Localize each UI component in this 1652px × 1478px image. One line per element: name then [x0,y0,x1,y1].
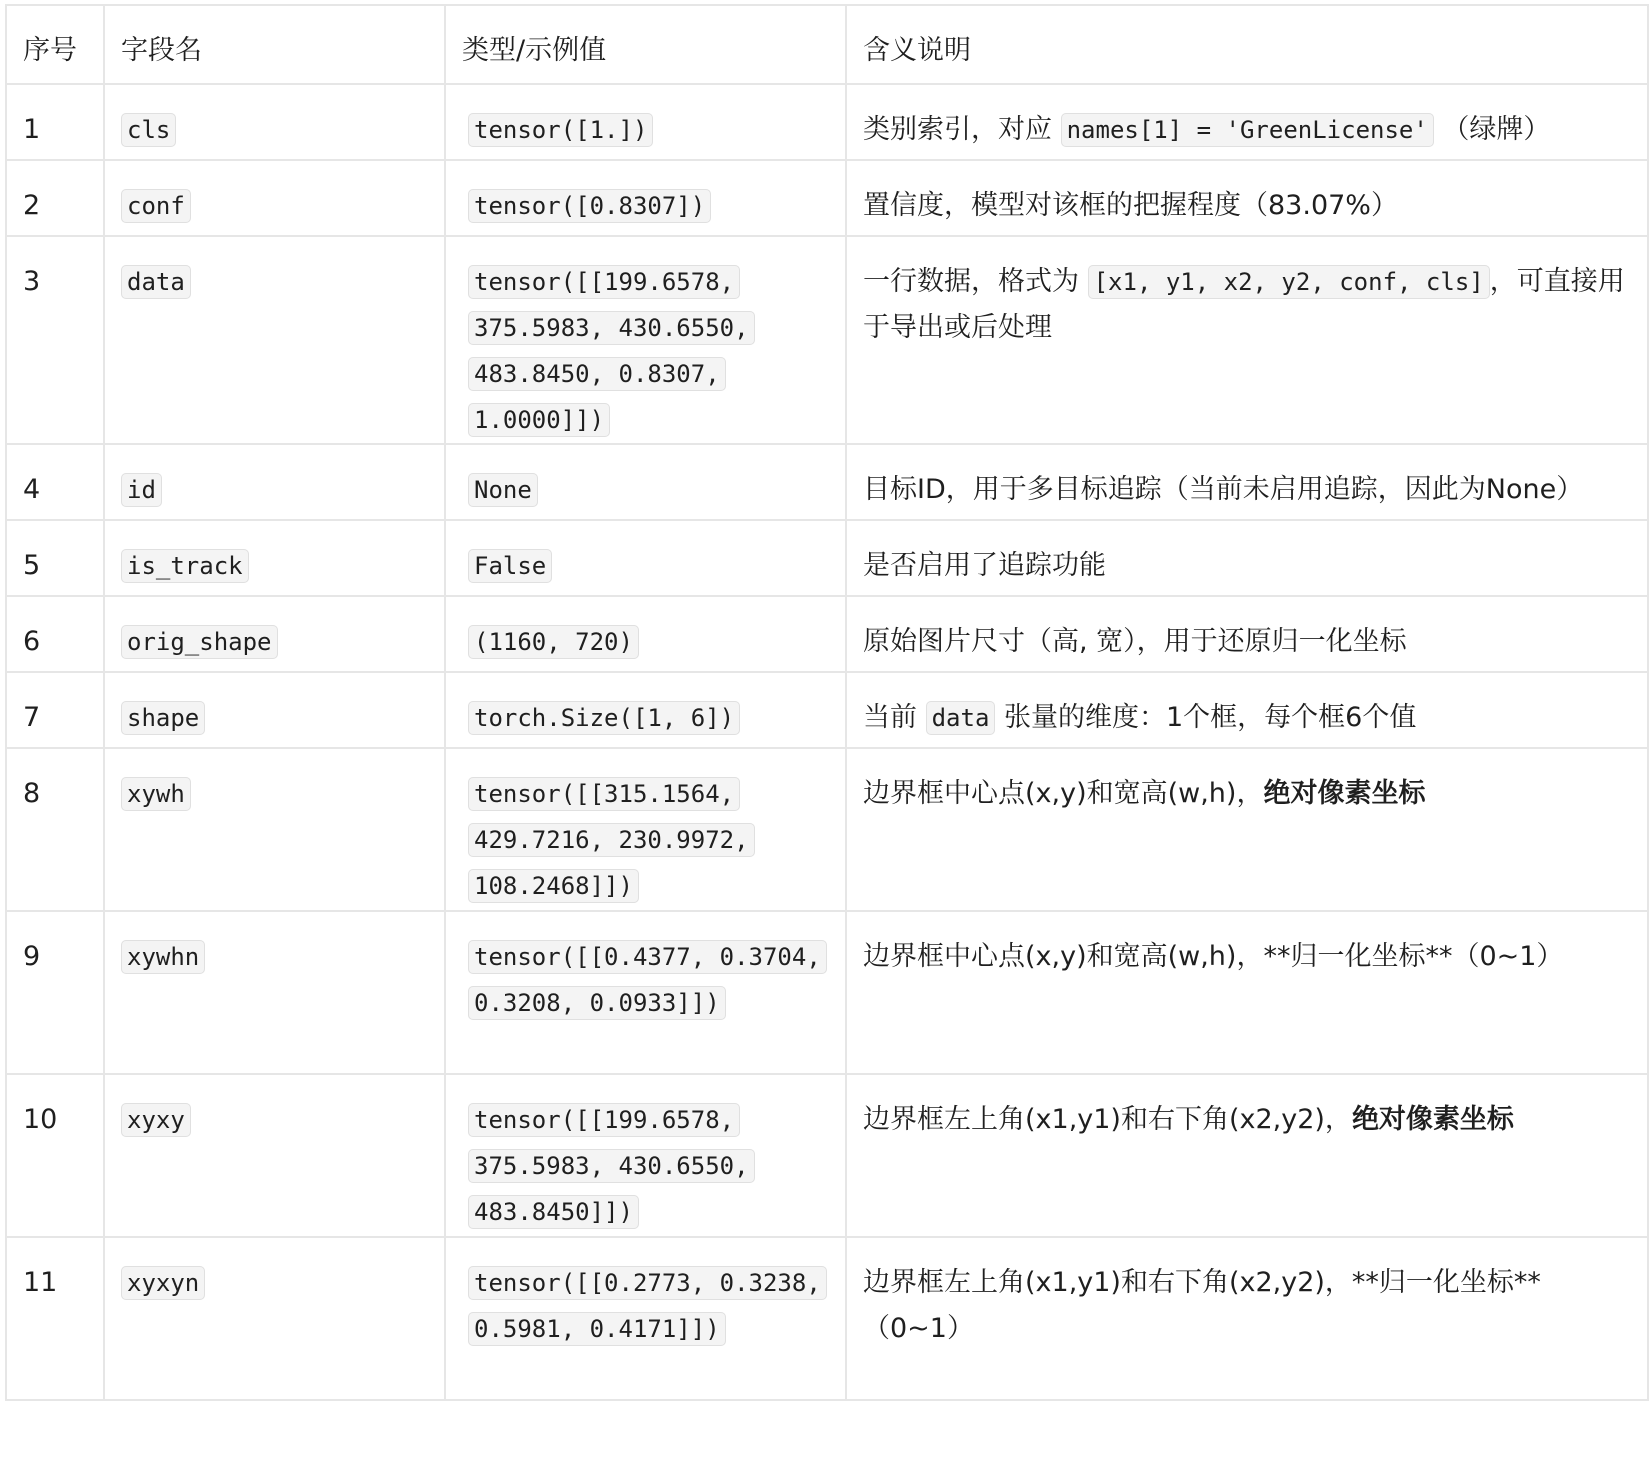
header-index: 序号 [6,5,104,84]
row-index: 7 [6,672,104,748]
description-cell: 置信度，模型对该框的把握程度（83.07%） [846,160,1648,236]
description-cell: 边界框中心点(x,y)和宽高(w,h)，**归一化坐标**（0~1） [846,911,1648,1074]
header-field-name: 字段名 [104,5,445,84]
description-text: 一行数据，格式为 [863,266,1079,297]
table-header-row [6,5,1648,84]
value-cell [445,444,846,520]
table-row [6,84,1648,160]
description-bold: 绝对像素坐标 [1263,778,1426,809]
example-value: tensor([[0.4377, 0.3704, 0.3208, 0.0933]]) [468,940,827,1020]
description-cell: 原始图片尺寸（高, 宽），用于还原归一化坐标 [846,596,1648,672]
field-name: xyxyn [121,1266,205,1300]
description-cell [846,236,1648,444]
field-name: xyxy [121,1103,191,1137]
field-name: xywh [121,777,191,811]
table-row [6,596,1648,672]
value-cell [445,84,846,160]
example-value: tensor([[0.2773, 0.3238, 0.5981, 0.4171]]) [468,1266,827,1346]
field-name-cell [104,444,445,520]
field-name: xywhn [121,940,205,974]
description-code: names[1] = 'GreenLicense' [1061,113,1434,147]
example-value: (1160, 720) [468,625,639,659]
field-name: orig_shape [121,625,278,659]
description-bold: 绝对像素坐标 [1351,1104,1514,1135]
example-value: tensor([0.8307]) [468,189,711,223]
row-index: 4 [6,444,104,520]
row-index: 9 [6,911,104,1074]
description-cell [846,1074,1648,1237]
value-cell [445,1237,846,1400]
description-code: data [926,701,996,735]
description-cell [846,84,1648,160]
example-value: None [468,473,538,507]
value-cell [445,911,846,1074]
table-row [6,748,1648,911]
table-row [6,1074,1648,1237]
value-cell [445,160,846,236]
field-name: cls [121,113,176,147]
field-name-cell [104,160,445,236]
results-fields-table [5,4,1649,1401]
table-row [6,236,1648,444]
table-row [6,672,1648,748]
field-name-cell [104,84,445,160]
table-row [6,911,1648,1074]
description-text: 边界框中心点(x,y)和宽高(w,h)， [863,778,1264,809]
description-text-suffix: 张量的维度：1个框，每个框6个值 [1003,702,1417,733]
table-row [6,444,1648,520]
example-value: tensor([[315.1564, 429.7216, 230.9972, 108.2468]]) [468,777,755,903]
value-cell [445,672,846,748]
value-cell [445,236,846,444]
description-cell: 是否启用了追踪功能 [846,520,1648,596]
row-index: 6 [6,596,104,672]
description-text-suffix: （绿牌） [1442,114,1551,145]
description-text: 类别索引，对应 [863,114,1052,145]
field-name: data [121,265,191,299]
row-index: 1 [6,84,104,160]
description-text: 当前 [863,702,917,733]
row-index: 11 [6,1237,104,1400]
field-name: is_track [121,549,249,583]
row-index: 2 [6,160,104,236]
row-index: 8 [6,748,104,911]
field-name: conf [121,189,191,223]
example-value: tensor([[199.6578, 375.5983, 430.6550, 483.8450]]) [468,1103,755,1229]
example-value: False [468,549,552,583]
header-type-example: 类型/示例值 [445,5,846,84]
table-row [6,520,1648,596]
field-name-cell [104,911,445,1074]
value-cell [445,748,846,911]
table-row [6,1237,1648,1400]
field-name-cell [104,236,445,444]
field-name: shape [121,701,205,735]
example-value: tensor([1.]) [468,113,653,147]
description-text: 边界框左上角(x1,y1)和右下角(x2,y2)， [863,1104,1352,1135]
field-name-cell [104,1237,445,1400]
field-name-cell [104,748,445,911]
value-cell [445,1074,846,1237]
example-value: torch.Size([1, 6]) [468,701,740,735]
description-cell: 边界框左上角(x1,y1)和右下角(x2,y2)，**归一化坐标**（0~1） [846,1237,1648,1400]
value-cell [445,596,846,672]
description-cell: 目标ID，用于多目标追踪（当前未启用追踪，因此为None） [846,444,1648,520]
table-row [6,160,1648,236]
description-code: [x1, y1, x2, y2, conf, cls] [1088,265,1490,299]
description-text-suffix: ，可直接用于导出或后处理 [863,266,1625,343]
field-name-cell [104,520,445,596]
field-name: id [121,473,162,507]
header-description: 含义说明 [846,5,1648,84]
description-cell [846,748,1648,911]
field-name-cell [104,1074,445,1237]
field-name-cell [104,672,445,748]
row-index: 5 [6,520,104,596]
description-cell [846,672,1648,748]
row-index: 3 [6,236,104,444]
field-name-cell [104,596,445,672]
example-value: tensor([[199.6578, 375.5983, 430.6550, 483.8450, 0.8307, 1.0000]]) [468,265,755,437]
value-cell [445,520,846,596]
row-index: 10 [6,1074,104,1237]
